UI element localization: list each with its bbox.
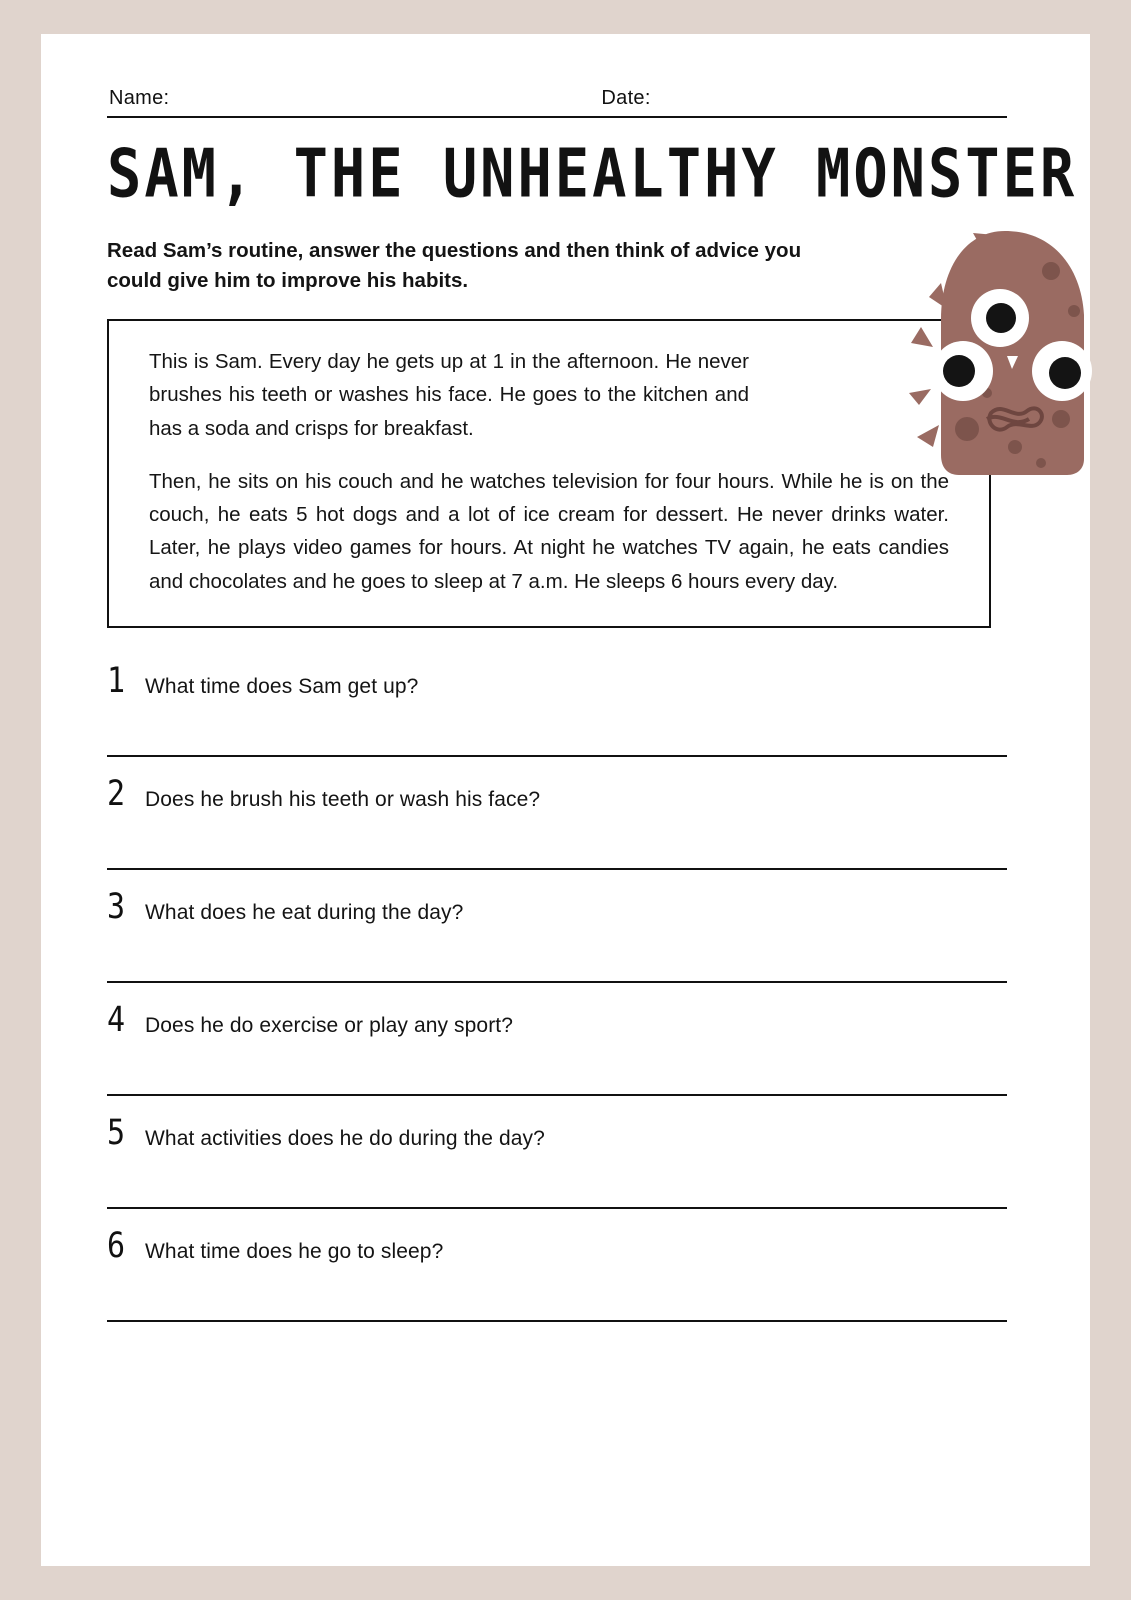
- passage-paragraph-2: Then, he sits on his couch and he watches television for four hours. While he is on the couch, he eats 5 hot dogs and a lot of ice cream for dessert. He never drinks water. Later, he plays video games for hours. At night he watches TV again, he eats candies and chocolates and he goes to sleep at 7 a.m. He sleeps 6 hours every day.: [149, 469, 949, 593]
- answer-line[interactable]: [107, 927, 1007, 983]
- instructions-text: Read Sam’s routine, answer the questions and then think of advice you could give him to improve his habits.: [107, 238, 802, 292]
- question-text: Does he do exercise or play any sport?: [145, 1013, 513, 1037]
- question-row: [107, 773, 1007, 814]
- question-text: Does he brush his teeth or wash his face?: [145, 787, 541, 811]
- answer-line[interactable]: [107, 1266, 1007, 1322]
- question-text: What time does Sam get up?: [145, 674, 419, 698]
- question-text: What time does he go to sleep?: [145, 1239, 444, 1263]
- name-field-label: Name:: [109, 87, 170, 109]
- question-row: [107, 886, 1007, 927]
- question-number: 2: [107, 773, 126, 814]
- passage-paragraph-1: This is Sam. Every day he gets up at 1 in the afternoon. He never brushes his teeth or washes his face. He goes to the kitchen and has a soda and crisps for breakfast.: [149, 350, 749, 440]
- page-title: SAM, THE UNHEALTHY MONSTER: [107, 135, 1078, 214]
- name-date-row: [107, 70, 1007, 118]
- reading-passage-box: [107, 319, 991, 627]
- question-row: [107, 660, 1007, 701]
- question-row: [107, 1112, 1007, 1153]
- worksheet-sheet: [41, 34, 1090, 1566]
- question-row: [107, 1225, 1007, 1266]
- monster-icon: [855, 223, 1095, 488]
- answer-line[interactable]: [107, 1040, 1007, 1096]
- answer-line[interactable]: [107, 701, 1007, 757]
- date-field-label: Date:: [601, 87, 651, 109]
- question-number: 5: [107, 1112, 126, 1153]
- question-number: 3: [107, 886, 126, 927]
- questions-list: [107, 660, 1007, 1322]
- question-number: 6: [107, 1225, 126, 1266]
- answer-line[interactable]: [107, 1153, 1007, 1209]
- question-number: 1: [107, 660, 126, 701]
- question-text: What does he eat during the day?: [145, 900, 464, 924]
- worksheet-content: [107, 70, 1078, 1344]
- answer-line[interactable]: [107, 814, 1007, 870]
- question-text: What activities does he do during the day?: [145, 1126, 545, 1150]
- question-row: [107, 999, 1007, 1040]
- question-number: 4: [107, 999, 126, 1040]
